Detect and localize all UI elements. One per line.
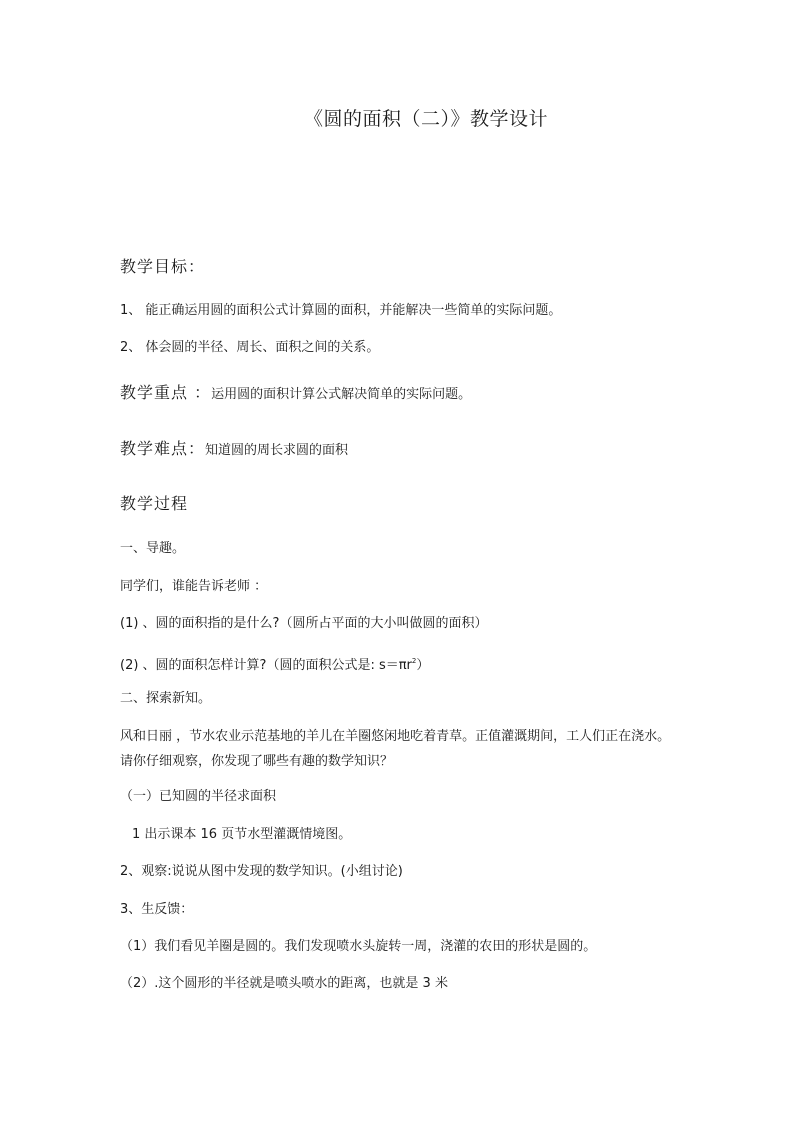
feedback-2: （2）.这个圆形的半径就是喷头喷水的距离，也就是 3 米: [120, 976, 448, 991]
section1-title: 一、导趣。: [120, 541, 186, 556]
difficulty-text: 知道圆的周长求圆的面积: [205, 443, 349, 458]
section2-title: 二、探索新知。: [120, 691, 212, 706]
sub1-title: （一）已知圆的半径求面积: [120, 789, 277, 804]
difficulty: [120, 440, 348, 460]
formula-exponent: 2: [411, 657, 417, 665]
document-title: 《圆的面积（二）》教学设计: [303, 108, 548, 130]
goal-item-1: 1、 能正确运用圆的面积公式计算圆的面积，并能解决一些简单的实际问题。: [120, 303, 562, 318]
key-point-label: 教学重点 ：: [120, 383, 212, 402]
goal-item-2: 2、 体会圆的半径、周长、面积之间的关系。: [120, 340, 380, 355]
feedback-1: （1）我们看见羊圈是圆的。我们发现喷水头旋转一周，浇灌的农田的形状是圆的。: [120, 939, 597, 954]
key-point-text: 运用圆的面积计算公式解决简单的实际问题。: [211, 387, 472, 402]
key-point: [120, 384, 471, 404]
question-2: [120, 652, 429, 675]
question-2-end: ）: [416, 658, 430, 673]
step-3: 3、生反馈：: [120, 902, 194, 917]
intro-prompt: 同学们，谁能告诉老师 ：: [120, 579, 268, 594]
story-paragraph: 风和日丽 ，节水农业示范基地的羊儿在羊圈悠闲地吃着青草。正值灌溉期间，工人们正在浇水。请你仔细观察，你发现了哪些有趣的数学知识？: [120, 729, 671, 769]
process-heading: 教学过程: [120, 494, 189, 513]
difficulty-label: 教学难点：: [120, 439, 206, 458]
question-1: (1) 、圆的面积指的是什么?（圆所占平面的大小叫做圆的面积）: [120, 616, 488, 631]
goals-heading: 教学目标：: [120, 257, 206, 276]
step-1: 1 出示课本 16 页节水型灌溉情境图。: [132, 827, 352, 842]
question-2-text: (2) 、圆的面积怎样计算?（圆的面积公式是: s＝πr: [120, 658, 412, 673]
step-2: 2、观察:说说从图中发现的数学知识。(小组讨论): [120, 864, 403, 879]
